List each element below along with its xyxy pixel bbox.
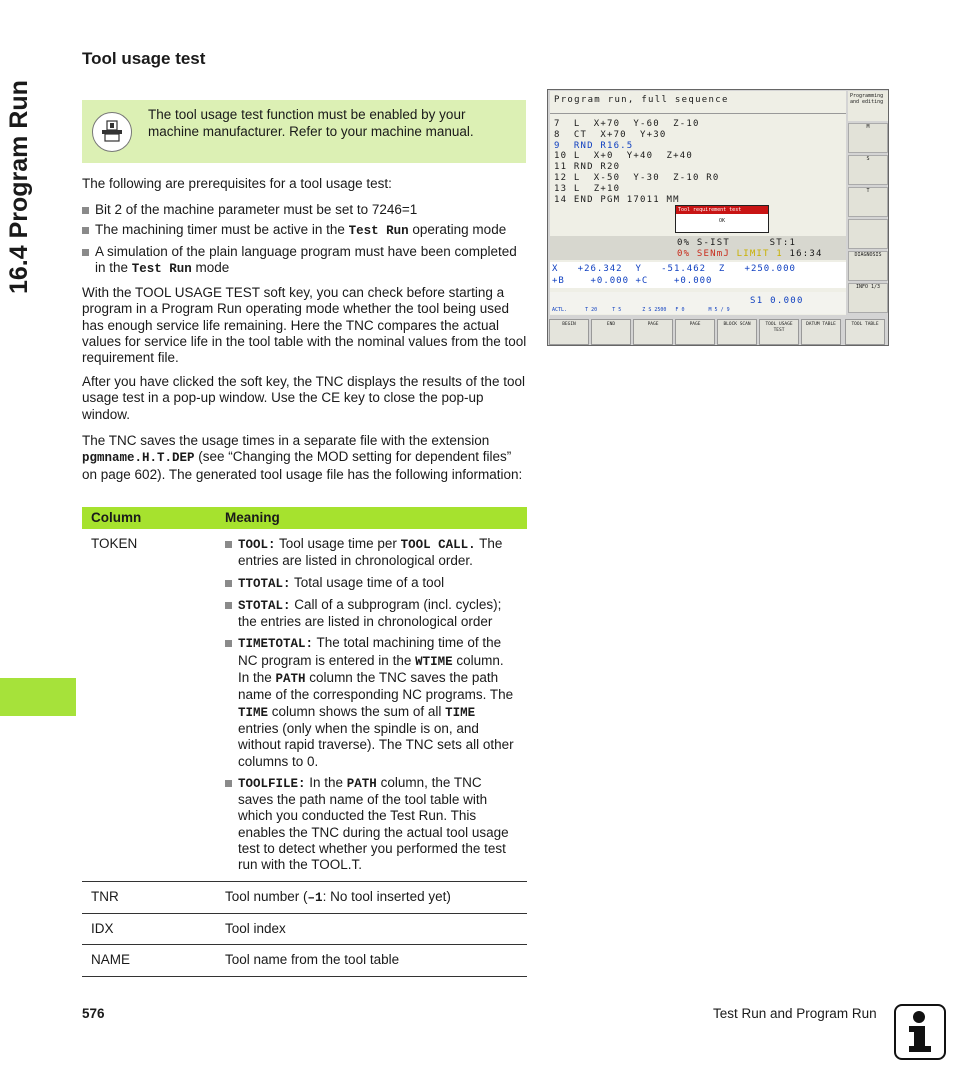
tool-requirement-dialog: Tool requirement test OK	[675, 205, 769, 233]
info-button[interactable]: INFO 1/3	[848, 283, 888, 313]
note-text: The tool usage test function must be enabled by your machine manufacturer. Refer to your machine manual.	[148, 107, 474, 139]
ok-button[interactable]: OK	[718, 218, 726, 224]
chapter-side-title: 16.4 Program Run	[5, 80, 33, 294]
chapter-title: Test Run and Program Run	[713, 1006, 877, 1021]
list-item: The machining timer must be active in the Test Run operating mode	[82, 222, 528, 239]
tnc-screenshot	[547, 89, 889, 346]
list-item: Bit 2 of the machine parameter must be set to 7246=1	[82, 202, 528, 218]
table-header: Meaning	[216, 507, 527, 529]
file-columns-table	[82, 507, 527, 977]
softkey-page-down[interactable]: PAGE	[675, 319, 715, 345]
t-button[interactable]: T	[848, 187, 888, 217]
mode-label: Programming and editing	[848, 91, 888, 121]
machine-icon	[92, 112, 132, 152]
table-row: TNR Tool number (–1: No tool inserted yet)	[82, 881, 527, 913]
chapter-tab	[0, 678, 76, 716]
manufacturer-note	[82, 100, 526, 163]
right-panel	[848, 91, 888, 315]
intro-text: The following are prerequisites for a tool usage test:	[82, 176, 392, 191]
table-row: NAME Tool name from the tool table	[82, 945, 527, 976]
info-icon	[894, 1004, 946, 1060]
program-listing: 7 L X+70 Y-60 Z-10 8 CT X+70 Y+30 9 RND R16.5 10 L X+0 Y+40 Z+40 11 RND R20 12 L X-50 Y-30 Z-10 R0 13 L Z+10 14 END PGM 17011 MM	[554, 119, 720, 205]
m-button[interactable]: M	[848, 123, 888, 153]
spindle-bar: S1 0.000 ACTL. T 20 T 5 Z S 2500 F 0 M 5 / 9	[550, 292, 846, 314]
page-number: 576	[82, 1006, 105, 1021]
axis-positions: X +26.342 Y -51.462 Z +250.000 +B +0.000 +C +0.000	[550, 262, 846, 288]
status-display: 0% S-IST ST:1 0% SENmJ LIMIT 1 16:34	[550, 236, 846, 260]
diagnosis-button[interactable]: DIAGNOSIS	[848, 251, 888, 281]
paragraph: After you have clicked the soft key, the TNC displays the results of the tool usage test in a pop-up window. Use the CE key to close the pop-up window.	[82, 374, 525, 422]
softkey-begin[interactable]: BEGIN	[549, 319, 589, 345]
table-row: TOKEN TOOL: Tool usage time per TOOL CALL. The entries are listed in chronological order. TTOTAL: Total usage time of a tool STOTAL: Call of a subprogram (incl. cycles); the entries are listed in chronological order TIMETOTAL: The total machining time of the NC program is entered in the WTIME column. In the PATH column the TNC saves the path name of the corresponding NC programs. The TIME column shows the sum of all TIME entries (only when the spindle is on, and without rapid traverse). The TNC sets all other columns to 0. TOOLFILE: In the PATH column, the TNC saves the path name of the tool table with which you conducted the Test Run. This enables the TNC during the actual tool usage test to detect whether you performed the test run with the TOOL.T.	[82, 529, 527, 881]
screen-title: Program run, full sequence	[554, 95, 729, 105]
s-button[interactable]: S	[848, 155, 888, 185]
blank-button[interactable]	[848, 219, 888, 249]
softkey-end[interactable]: END	[591, 319, 631, 345]
softkey-tool-usage-test[interactable]: TOOL USAGE TEST	[759, 319, 799, 345]
softkey-datum-table[interactable]: DATUM TABLE	[801, 319, 841, 345]
table-row: IDX Tool index	[82, 913, 527, 944]
table-header: Column	[82, 507, 216, 529]
section-heading: Tool usage test	[82, 49, 206, 68]
softkey-bar	[549, 319, 887, 345]
softkey-page-up[interactable]: PAGE	[633, 319, 673, 345]
paragraph: With the TOOL USAGE TEST soft key, you can check before starting a program in a Program Run operating mode whether the tool being used has enough service life remaining. Here the TNC compares the actual values for service life in the tool table with the nominal values from the tool requirement file.	[82, 285, 527, 366]
softkey-block-scan[interactable]: BLOCK SCAN	[717, 319, 757, 345]
paragraph: The TNC saves the usage times in a separate file with the extension pgmname.H.T.DEP (see “Changing the MOD setting for dependent files” on page 602). The generated tool usage file has the following information:	[82, 433, 523, 482]
list-item: A simulation of the plain language program must have been completed in the Test Run mode	[82, 244, 528, 278]
softkey-tool-table[interactable]: TOOL TABLE	[845, 319, 885, 345]
